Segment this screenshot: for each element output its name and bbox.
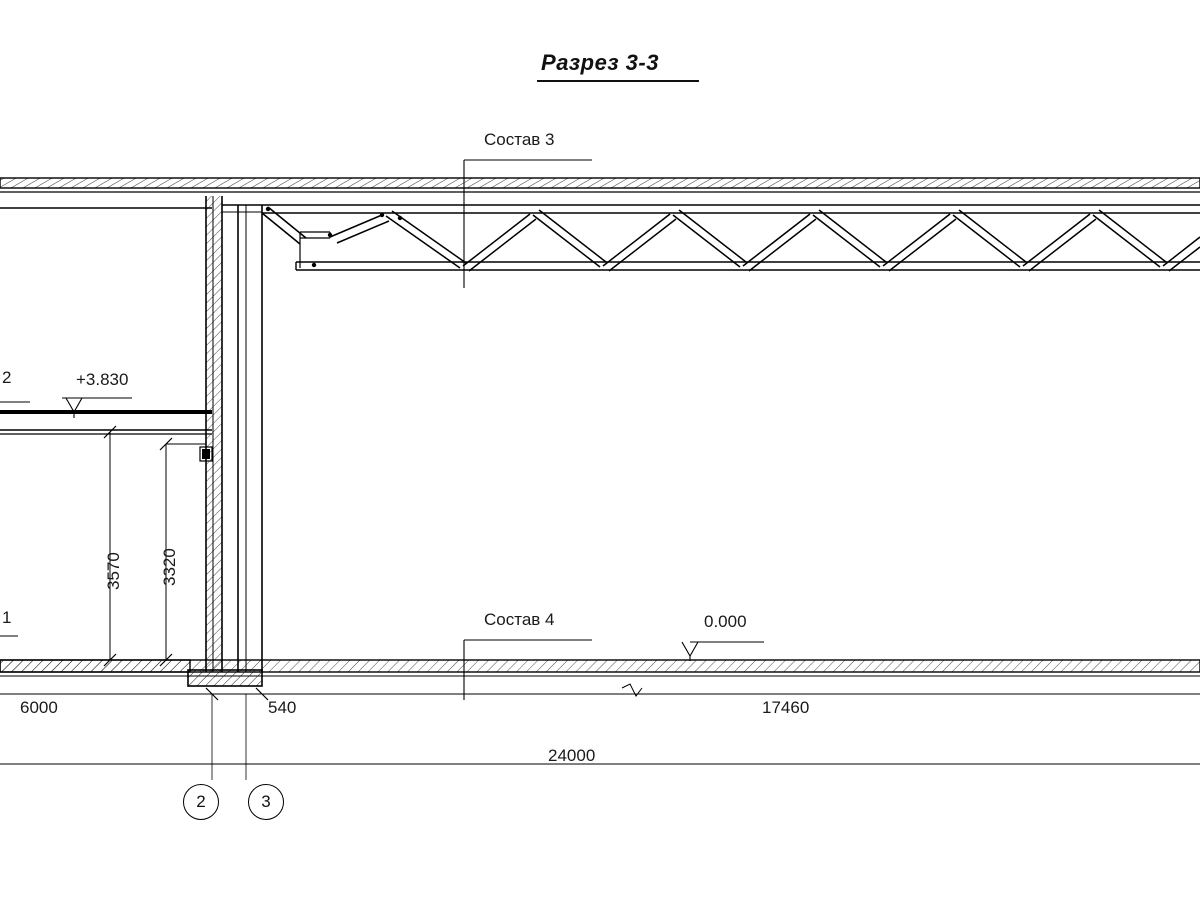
dimension-3570: 3570 xyxy=(104,552,123,590)
axis-bubble-2[interactable]: 2 xyxy=(183,784,219,820)
edge-label-1: 1 xyxy=(2,608,12,627)
dimension-6000: 6000 xyxy=(20,698,58,717)
page-title: Разрез 3-3 xyxy=(541,50,659,75)
title-underline xyxy=(537,80,699,82)
dimension-17460: 17460 xyxy=(762,698,810,717)
note-label-sostav-4: Состав 4 xyxy=(484,610,555,629)
dimension-24000: 24000 xyxy=(548,746,596,765)
note-label-sostav-3: Состав 3 xyxy=(484,130,555,149)
level-mark-3830: +3.830 xyxy=(76,370,129,389)
dimension-540: 540 xyxy=(268,698,297,717)
level-mark-0000: 0.000 xyxy=(704,612,747,631)
dimension-3320: 3320 xyxy=(160,548,179,586)
edge-label-2: 2 xyxy=(2,368,12,387)
axis-bubble-3[interactable]: 3 xyxy=(248,784,284,820)
